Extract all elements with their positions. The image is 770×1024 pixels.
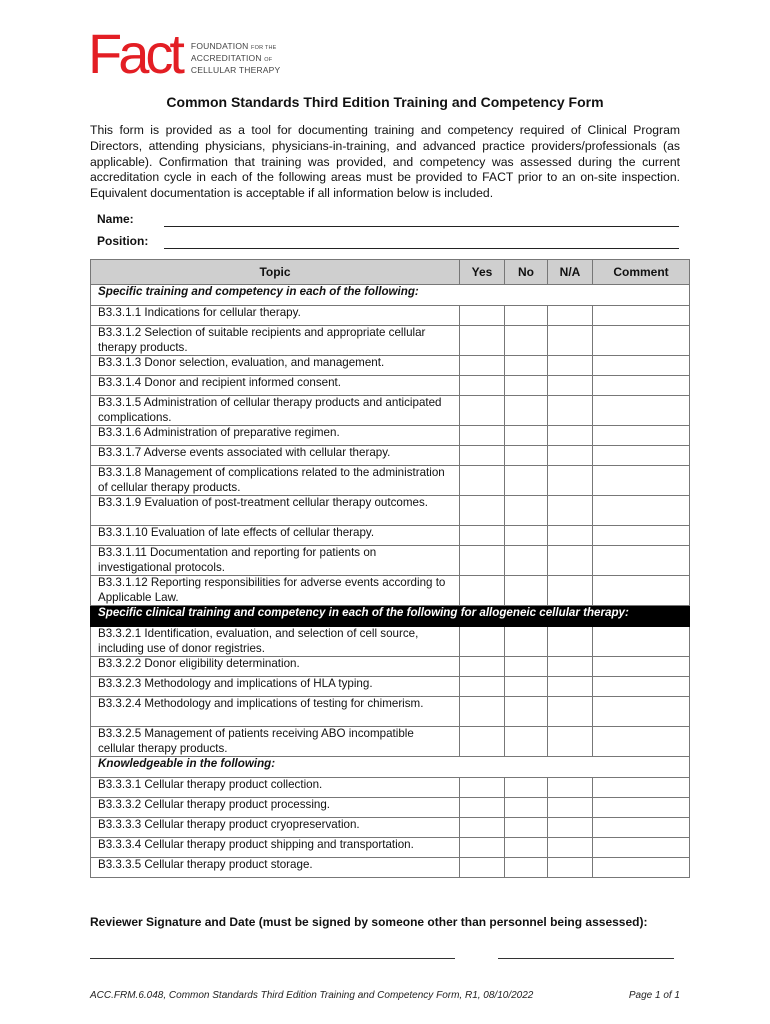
topic-cell: B3.3.2.4 Methodology and implications of testing for chimerism. <box>91 697 460 727</box>
competency-table <box>90 259 690 878</box>
logo-line: CELLULAR THERAPY <box>190 65 281 75</box>
na-cell[interactable] <box>548 677 593 697</box>
name-label: Name: <box>97 212 134 226</box>
comment-cell[interactable] <box>593 496 690 526</box>
topic-cell: B3.3.1.12 Reporting responsibilities for adverse events according to Applicable Law. <box>91 576 460 606</box>
topic-cell: B3.3.1.7 Adverse events associated with cellular therapy. <box>91 446 460 466</box>
table-row <box>91 697 690 727</box>
comment-cell[interactable] <box>593 858 690 878</box>
comment-cell[interactable] <box>593 466 690 496</box>
na-cell[interactable] <box>548 326 593 356</box>
no-cell[interactable] <box>505 627 548 657</box>
no-cell[interactable] <box>505 697 548 727</box>
yes-cell[interactable] <box>460 576 505 606</box>
section-heading: Specific clinical training and competency in each of the following for allogeneic cellular therapy: <box>91 606 690 627</box>
table-row <box>91 356 690 376</box>
yes-cell[interactable] <box>460 778 505 798</box>
yes-cell[interactable] <box>460 376 505 396</box>
signature-line[interactable] <box>90 958 455 959</box>
table-row <box>91 838 690 858</box>
section-heading-row <box>91 606 690 627</box>
comment-cell[interactable] <box>593 657 690 677</box>
date-line[interactable] <box>498 958 674 959</box>
comment-cell[interactable] <box>593 376 690 396</box>
comment-cell[interactable] <box>593 697 690 727</box>
yes-cell[interactable] <box>460 326 505 356</box>
no-cell[interactable] <box>505 727 548 757</box>
yes-cell[interactable] <box>460 466 505 496</box>
na-cell[interactable] <box>548 426 593 446</box>
na-cell[interactable] <box>548 356 593 376</box>
na-cell[interactable] <box>548 526 593 546</box>
table-row <box>91 426 690 446</box>
yes-cell[interactable] <box>460 356 505 376</box>
na-cell[interactable] <box>548 838 593 858</box>
topic-cell: B3.3.3.5 Cellular therapy product storage. <box>91 858 460 878</box>
topic-cell: B3.3.2.2 Donor eligibility determination. <box>91 657 460 677</box>
header-no: No <box>505 260 548 285</box>
table-row <box>91 627 690 657</box>
footer-page-number: Page 1 of 1 <box>628 990 680 1001</box>
table-header-row <box>91 260 690 285</box>
table-row <box>91 496 690 526</box>
section-heading-row <box>91 285 690 306</box>
topic-cell: B3.3.2.1 Identification, evaluation, and selection of cell source, including use of donor registries. <box>91 627 460 657</box>
table-row <box>91 396 690 426</box>
topic-cell: B3.3.2.3 Methodology and implications of HLA typing. <box>91 677 460 697</box>
topic-cell: B3.3.3.3 Cellular therapy product cryopreservation. <box>91 818 460 838</box>
yes-cell[interactable] <box>460 838 505 858</box>
table-row <box>91 526 690 546</box>
no-cell[interactable] <box>505 306 548 326</box>
na-cell[interactable] <box>548 376 593 396</box>
comment-cell[interactable] <box>593 576 690 606</box>
comment-cell[interactable] <box>593 526 690 546</box>
table-row <box>91 798 690 818</box>
na-cell[interactable] <box>548 697 593 727</box>
topic-cell: B3.3.1.6 Administration of preparative regimen. <box>91 426 460 446</box>
logo-line: FOUNDATION <box>190 41 249 51</box>
comment-cell[interactable] <box>593 396 690 426</box>
intro-paragraph: This form is provided as a tool for documenting training and competency required of Clinical Program Directors, attending physicians, physicians-in-training, and advanced practice providers/professionals (as applicable). Confirmation that training was provided, and competency was assessed during the current accreditation cycle in each of the following areas must be provided to FACT prior to an on-site inspection. Equivalent documentation is acceptable if all information below is included. <box>90 123 680 201</box>
fact-logo-text <box>191 33 281 75</box>
no-cell[interactable] <box>505 677 548 697</box>
no-cell[interactable] <box>505 657 548 677</box>
footer-doc-id: ACC.FRM.6.048, Common Standards Third Edition Training and Competency Form, R1, 08/10/2022 <box>90 990 534 1001</box>
topic-cell: B3.3.1.10 Evaluation of late effects of cellular therapy. <box>91 526 460 546</box>
table-row <box>91 376 690 396</box>
table-row <box>91 546 690 576</box>
no-cell[interactable] <box>505 356 548 376</box>
topic-cell: B3.3.3.2 Cellular therapy product processing. <box>91 798 460 818</box>
yes-cell[interactable] <box>460 798 505 818</box>
comment-cell[interactable] <box>593 546 690 576</box>
no-cell[interactable] <box>505 326 548 356</box>
table-row <box>91 446 690 466</box>
no-cell[interactable] <box>505 798 548 818</box>
comment-cell[interactable] <box>593 446 690 466</box>
table-row <box>91 326 690 356</box>
na-cell[interactable] <box>548 818 593 838</box>
na-cell[interactable] <box>548 778 593 798</box>
na-cell[interactable] <box>548 727 593 757</box>
table-row <box>91 818 690 838</box>
yes-cell[interactable] <box>460 446 505 466</box>
yes-cell[interactable] <box>460 627 505 657</box>
topic-cell: B3.3.1.11 Documentation and reporting for patients on investigational protocols. <box>91 546 460 576</box>
topic-cell: B3.3.3.1 Cellular therapy product collection. <box>91 778 460 798</box>
yes-cell[interactable] <box>460 697 505 727</box>
yes-cell[interactable] <box>460 496 505 526</box>
comment-cell[interactable] <box>593 627 690 657</box>
comment-cell[interactable] <box>593 677 690 697</box>
comment-cell[interactable] <box>593 798 690 818</box>
na-cell[interactable] <box>548 627 593 657</box>
no-cell[interactable] <box>505 838 548 858</box>
section-heading: Specific training and competency in each of the following: <box>91 285 690 306</box>
comment-cell[interactable] <box>593 818 690 838</box>
position-label: Position: <box>97 234 149 248</box>
logo-line: OF <box>264 57 273 63</box>
yes-cell[interactable] <box>460 306 505 326</box>
section-heading: Knowledgeable in the following: <box>91 757 690 778</box>
no-cell[interactable] <box>505 426 548 446</box>
na-cell[interactable] <box>548 396 593 426</box>
logo-line: ACCREDITATION <box>190 53 262 63</box>
comment-cell[interactable] <box>593 326 690 356</box>
no-cell[interactable] <box>505 546 548 576</box>
comment-cell[interactable] <box>593 356 690 376</box>
topic-cell: B3.3.3.4 Cellular therapy product shipping and transportation. <box>91 838 460 858</box>
table-row <box>91 778 690 798</box>
na-cell[interactable] <box>548 546 593 576</box>
topic-cell: B3.3.1.8 Management of complications related to the administration of cellular therapy products. <box>91 466 460 496</box>
table-row <box>91 657 690 677</box>
na-cell[interactable] <box>548 466 593 496</box>
table-row <box>91 677 690 697</box>
comment-cell[interactable] <box>593 727 690 757</box>
topic-cell: B3.3.2.5 Management of patients receiving ABO incompatible cellular therapy products. <box>91 727 460 757</box>
no-cell[interactable] <box>505 778 548 798</box>
comment-cell[interactable] <box>593 778 690 798</box>
table-row <box>91 306 690 326</box>
comment-cell[interactable] <box>593 306 690 326</box>
table-row <box>91 858 690 878</box>
topic-cell: B3.3.1.3 Donor selection, evaluation, and management. <box>91 356 460 376</box>
yes-cell[interactable] <box>460 526 505 546</box>
na-cell[interactable] <box>548 446 593 466</box>
no-cell[interactable] <box>505 818 548 838</box>
no-cell[interactable] <box>505 396 548 426</box>
header-comment: Comment <box>593 260 690 285</box>
name-field[interactable] <box>164 226 679 227</box>
header-yes: Yes <box>460 260 505 285</box>
yes-cell[interactable] <box>460 546 505 576</box>
signature-label: Reviewer Signature and Date (must be signed by someone other than personnel being assessed): <box>90 915 648 929</box>
table-row <box>91 576 690 606</box>
no-cell[interactable] <box>505 376 548 396</box>
header-na: N/A <box>548 260 593 285</box>
table-row <box>91 727 690 757</box>
fact-logo-mark: Fact <box>88 22 181 85</box>
yes-cell[interactable] <box>460 818 505 838</box>
yes-cell[interactable] <box>460 426 505 446</box>
na-cell[interactable] <box>548 657 593 677</box>
yes-cell[interactable] <box>460 858 505 878</box>
topic-cell: B3.3.1.1 Indications for cellular therapy. <box>91 306 460 326</box>
comment-cell[interactable] <box>593 426 690 446</box>
na-cell[interactable] <box>548 858 593 878</box>
na-cell[interactable] <box>548 496 593 526</box>
yes-cell[interactable] <box>460 677 505 697</box>
topic-cell: B3.3.1.9 Evaluation of post-treatment cellular therapy outcomes. <box>91 496 460 526</box>
no-cell[interactable] <box>505 446 548 466</box>
header-topic: Topic <box>91 260 460 285</box>
na-cell[interactable] <box>548 306 593 326</box>
section-heading-row <box>91 757 690 778</box>
topic-cell: B3.3.1.2 Selection of suitable recipients and appropriate cellular therapy products. <box>91 326 460 356</box>
no-cell[interactable] <box>505 576 548 606</box>
topic-cell: B3.3.1.5 Administration of cellular therapy products and anticipated complications. <box>91 396 460 426</box>
na-cell[interactable] <box>548 576 593 606</box>
page-title: Common Standards Third Edition Training and Competency Form <box>166 94 604 110</box>
yes-cell[interactable] <box>460 727 505 757</box>
no-cell[interactable] <box>505 496 548 526</box>
yes-cell[interactable] <box>460 396 505 426</box>
comment-cell[interactable] <box>593 838 690 858</box>
na-cell[interactable] <box>548 798 593 818</box>
no-cell[interactable] <box>505 858 548 878</box>
no-cell[interactable] <box>505 466 548 496</box>
position-field[interactable] <box>164 248 679 249</box>
logo-line: FOR THE <box>251 45 277 51</box>
fact-logo <box>88 22 281 85</box>
no-cell[interactable] <box>505 526 548 546</box>
table-row <box>91 466 690 496</box>
topic-cell: B3.3.1.4 Donor and recipient informed consent. <box>91 376 460 396</box>
yes-cell[interactable] <box>460 657 505 677</box>
